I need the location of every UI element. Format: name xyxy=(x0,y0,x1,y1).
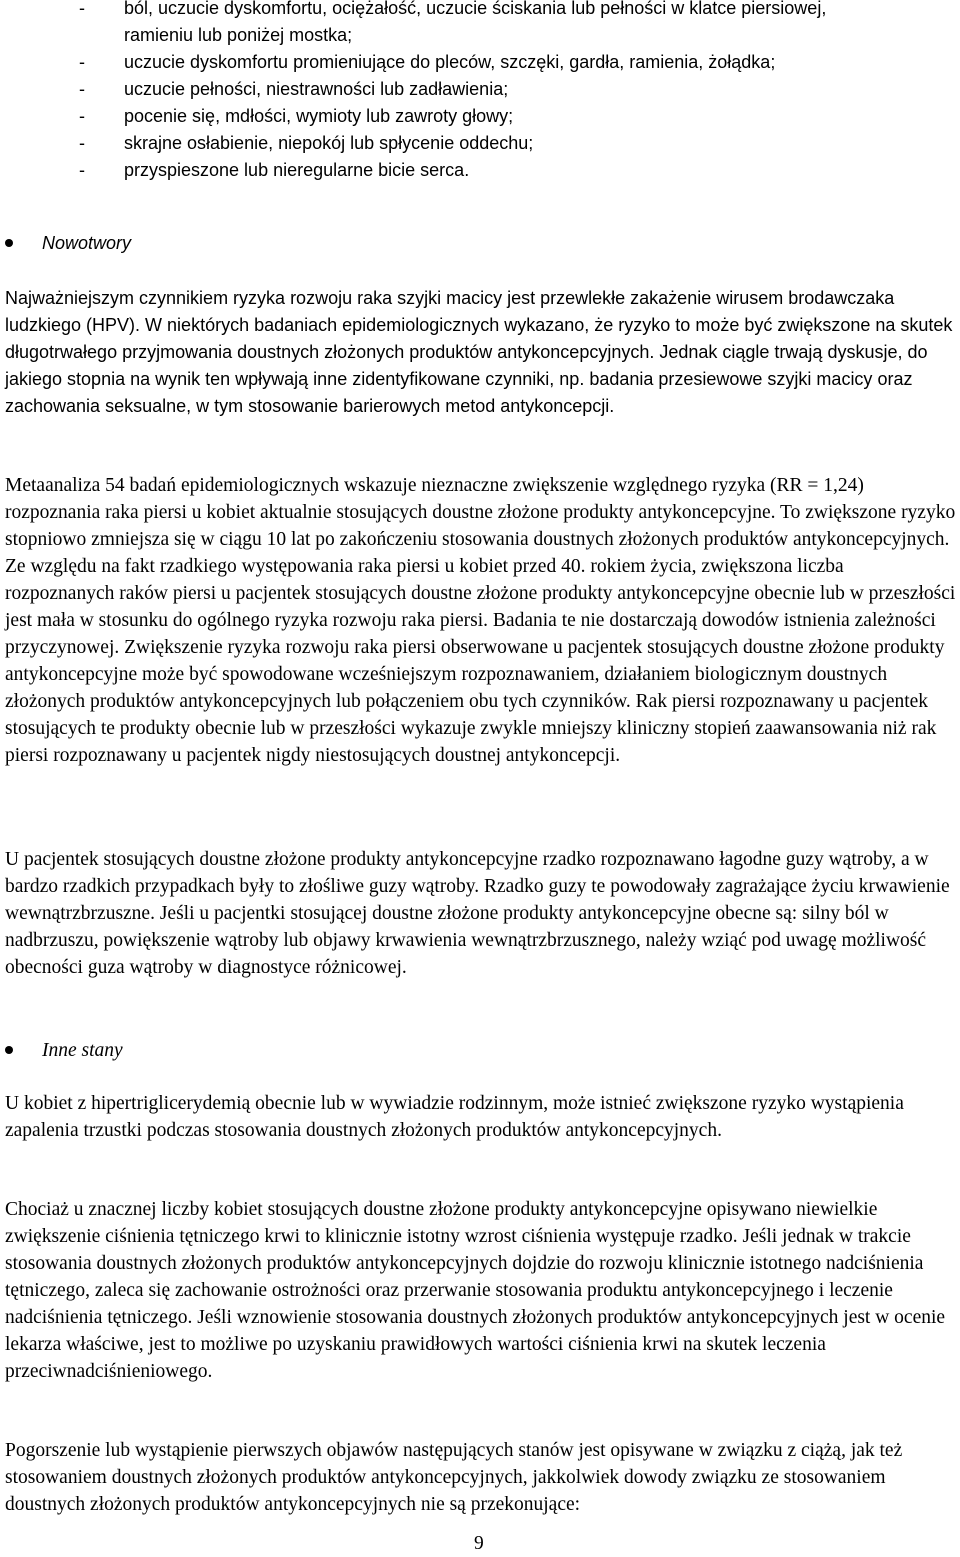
paragraph-blood-pressure: Chociaż u znacznej liczby kobiet stosujących doustne złożone produkty antykoncepcyjne opisywano niewielkie zwiększenie ciśnienia tętniczego krwi to klinicznie istotny wzrost ciśnienia występuje rzadko. Jeśli jednak w trakcie stosowania doustnych złożonych produktów antykoncepcyjnych dojdzie do rozwoju klinicznie istotnego nadciśnienia tętniczego, zaleca się zachowanie ostrożności oraz przerwanie stosowania produktu antykoncepcyjnego i leczenie nadciśnienia tętniczego. Jeśli wznowienie stosowania doustnych złożonych produktów antykoncepcyjnych jest w ocenie lekarza właściwe, jest to możliwe po uzyskaniu prawidłowych wartości ciśnienia krwi na skutek leczenia przeciwnadciśnieniowego. xyxy=(5,1199,946,1382)
list-item: - uczucie pełności, niestrawności lub zadławienia; xyxy=(79,79,509,99)
list-item: - ból, uczucie dyskomfortu, ociężałość, uczucie ściskania lub pełności w klatce piersiowej, xyxy=(79,0,827,18)
list-item: - pocenie się, mdłości, wymioty lub zawroty głowy; xyxy=(79,106,514,126)
bullet-icon xyxy=(5,1046,13,1054)
list-item: ramieniu lub poniżej mostka; xyxy=(124,25,353,45)
list-item: - przyspieszone lub nieregularne bicie serca. xyxy=(79,160,470,180)
symptom-list xyxy=(79,0,954,184)
paragraph-metaanalysis: Metaanaliza 54 badań epidemiologicznych wskazuje nieznaczne zwiększenie względnego ryzyka (RR = 1,24) rozpoznania raka piersi u kobiet aktualnie stosujących doustne złożone produkty antykoncepcyjne. To zwiększone ryzyko stopniowo zmniejsza się w ciągu 10 lat po zakończeniu stosowania doustnych złożonych produktów antykoncepcyjnych. Ze względu na fakt rzadkiego występowania raka piersi u kobiet przed 40. rokiem życia, zwiększona liczba rozpoznanych raków piersi u pacjentek stosujących doustne złożone produkty antykoncepcyjne obecnie lub w przeszłości jest mała w stosunku do ogólnego ryzyka rozwoju raka piersi. Badania te nie dostarczają dowodów istnienia zależności przyczynowej. Zwiększenie ryzyka rozwoju raka piersi obserwowane u pacjentek stosujących doustne złożone produkty antykoncepcyjne może być spowodowane wcześniejszym rozpoznawaniem, działaniem biologicznym doustnych złożonych produktów antykoncepcyjnych lub połączeniem obu tych czynników. Rak piersi rozpoznawany u pacjentek stosujących te produkty obecnie lub w przeszłości wykazuje zwykle mniejszy kliniczny stopień zaawansowania niż rak piersi rozpoznawany u pacjentek nigdy niestosujących doustnej antykoncepcji. xyxy=(5,475,956,766)
bullet-icon xyxy=(5,239,13,247)
document-page: - ból, uczucie dyskomfortu, ociężałość, uczucie ściskania lub pełności w klatce piersiowej, ramieniu lub poniżej mostka; - uczucie dyskomfortu promieniujące do pleców, szczęki, gardła, ramienia, żołądka; - uczucie pełności, niestrawności lub zadławienia; - pocenie się, mdłości, wymioty lub zawroty głowy; - skrajne osłabienie, niepokój lub spłycenie oddechu; - przyspieszone lub nieregularne bicie serca. Nowotwory Najważniejszym czynnikiem ryzyka rozwoju raka szyjki macicy jest przewlekłe zakażenie wirusem brodawczaka ludzkiego (HPV). W niektórych badaniach epidemiologicznych wykazano, że ryzyko to może być zwiększone na skutek długotrwałego przyjmowania doustnych złożonych produktów antykoncepcyjnych. Jednak ciągle trwają dyskusje, do jakiego stopnia na wynik ten wpływają inne zidentyfikowane czynniki, np. badania przesiewowe szyjki macicy oraz zachowania seksualne, w tym stosowanie barierowych metod antykoncepcji. Metaanaliza 54 badań epidemiologicznych wskazuje nieznaczne zwiększenie względnego ryzyka (RR = 1,24) rozpoznania raka piersi u kobiet aktualnie stosujących doustne złożone produkty antykoncepcyjne. To zwiększone ryzyko stopniowo zmniejsza się w ciągu 10 lat po zakończeniu stosowania doustnych złożonych produktów antykoncepcyjnych. Ze względu na fakt rzadkiego występowania raka piersi u kobiet przed 40. rokiem życia, zwiększona liczba rozpoznanych raków piersi u pacjentek stosujących doustne złożone produkty antykoncepcyjne obecnie lub w przeszłości jest mała w stosunku do ogólnego ryzyka rozwoju raka piersi. Badania te nie dostarczają dowodów istnienia zależności przyczynowej. Zwiększenie ryzyka rozwoju raka piersi obserwowane u pacjentek stosujących doustne złożone produkty antykoncepcyjne może być spowodowane wcześniejszym rozpoznawaniem, działaniem biologicznym doustnych złożonych produktów antykoncepcyjnych lub połączeniem obu tych czynników. Rak piersi rozpoznawany u pacjentek stosujących te produkty obecnie lub w przeszłości wykazuje zwykle mniejszy kliniczny stopień zaawansowania niż rak piersi rozpoznawany u pacjentek nigdy niestosujących doustnej antykoncepcji. U pacjentek stosujących doustne złożone produkty antykoncepcyjne rzadko rozpoznawano łagodne guzy wątroby, a w bardzo rzadkich przypadkach były to złośliwe guzy wątroby. Rzadko guzy te powodowały zagrażające życiu krwawienie wewnątrzbrzuszne. Jeśli u pacjentki stosującej doustne złożone produkty antykoncepcyjne obecne są: silny ból w nadbrzuszu, powiększenie wątroby lub objawy krwawienia wewnątrzbrzusznego, należy wziąć pod uwagę możliwość obecności guza wątroby w diagnostyce różnicowej. Inne stany U kobiet z hipertriglicerydemią obecnie lub w wywiadzie rodzinnym, może istnieć zwiększone ryzyko wystąpienia zapalenia trzustki podczas stosowania doustnych złożonych produktów antykoncepcyjnych. Chociaż u znacznej liczby kobiet stosujących doustne złożone produkty antykoncepcyjne opisywano niewielkie zwiększenie ciśnienia tętniczego krwi to klinicznie istotny wzrost ciśnienia występuje rzadko. Jeśli jednak w trakcie stosowania doustnych złożonych produktów antykoncepcyjnych dojdzie do rozwoju klinicznie istotnego nadciśnienia tętniczego, zaleca się zachowanie ostrożności oraz przerwanie stosowania produktu antykoncepcyjnego i leczenie nadciśnienia tętniczego. Jeśli wznowienie stosowania doustnych złożonych produktów antykoncepcyjnych jest w ocenie lekarza właściwe, jest to możliwe po uzyskaniu prawidłowych wartości ciśnienia krwi na skutek leczenia przeciwnadciśnieniowego. Pogorszenie lub wystąpienie pierwszych objawów następujących stanów jest opisywane w związku z ciążą, jak też stosowaniem doustnych złożonych produktów antykoncepcyjnych, jakkolwiek dowody związku ze stosowaniem doustnych złożonych produktów antykoncepcyjnych nie są przekonujące: 9 xyxy=(0,0,960,1554)
paragraph-hpv: Najważniejszym czynnikiem ryzyka rozwoju raka szyjki macicy jest przewlekłe zakażenie wirusem brodawczaka ludzkiego (HPV). W niektórych badaniach epidemiologicznych wykazano, że ryzyko to może być zwiększone na skutek długotrwałego przyjmowania doustnych złożonych produktów antykoncepcyjnych. Jednak ciągle trwają dyskusje, do jakiego stopnia na wynik ten wpływają inne zidentyfikowane czynniki, np. badania przesiewowe szyjki macicy oraz zachowania seksualne, w tym stosowanie barierowych metod antykoncepcji. xyxy=(5,288,953,416)
page-number: 9 xyxy=(474,1533,484,1554)
paragraph-liver-tumors: U pacjentek stosujących doustne złożone produkty antykoncepcyjne rzadko rozpoznawano łagodne guzy wątroby, a w bardzo rzadkich przypadkach były to złośliwe guzy wątroby. Rzadko guzy te powodowały zagrażające życiu krwawienie wewnątrzbrzuszne. Jeśli u pacjentki stosującej doustne złożone produkty antykoncepcyjne obecne są: silny ból w nadbrzuszu, powiększenie wątroby lub objawy krwawienia wewnątrzbrzusznego, należy wziąć pod uwagę możliwość obecności guza wątroby w diagnostyce różnicowej. xyxy=(5,849,950,978)
paragraph-worsening-conditions: Pogorszenie lub wystąpienie pierwszych objawów następujących stanów jest opisywane w związku z ciążą, jak też stosowaniem doustnych złożonych produktów antykoncepcyjnych, jakkolwiek dowody związku ze stosowaniem doustnych złożonych produktów antykoncepcyjnych nie są przekonujące: xyxy=(5,1440,903,1515)
paragraph-hypertriglyceridemia: U kobiet z hipertriglicerydemią obecnie lub w wywiadzie rodzinnym, może istnieć zwiększone ryzyko wystąpienia zapalenia trzustki podczas stosowania doustnych złożonych produktów antykoncepcyjnych. xyxy=(5,1093,904,1141)
list-item: - skrajne osłabienie, niepokój lub spłycenie oddechu; xyxy=(79,133,534,153)
list-item: - uczucie dyskomfortu promieniujące do pleców, szczęki, gardła, ramienia, żołądka; xyxy=(79,52,776,72)
